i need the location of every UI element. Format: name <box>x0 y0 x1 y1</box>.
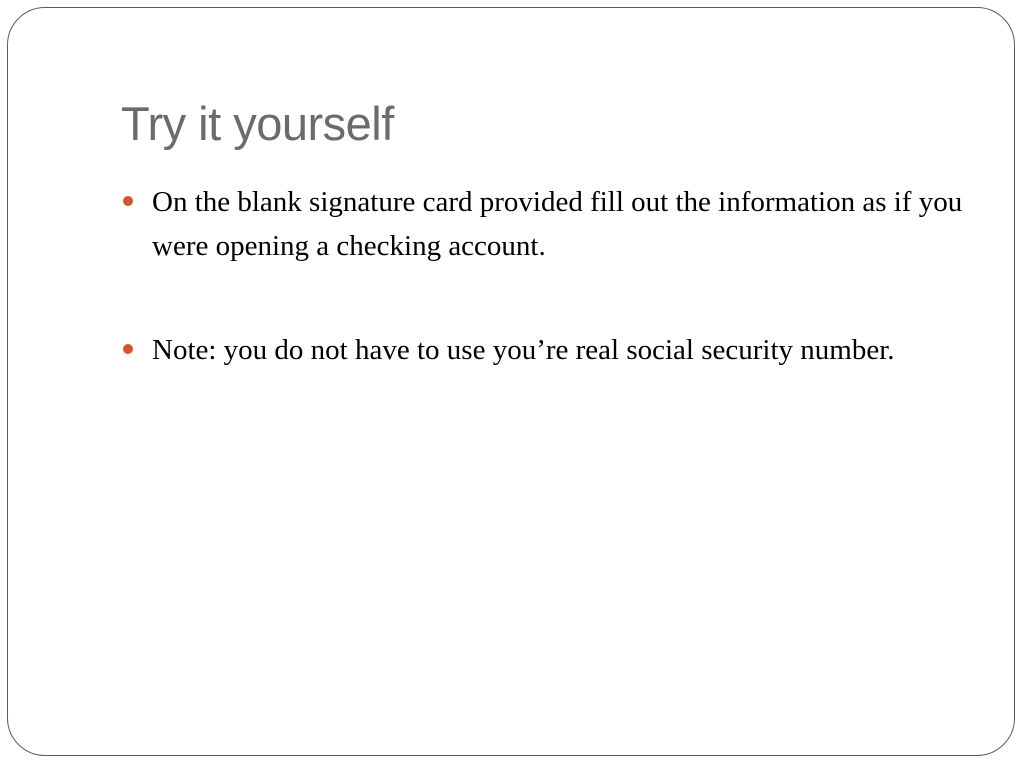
bullet-text: On the blank signature card provided fill out the information as if you were opening a checking account. <box>152 186 963 262</box>
bullet-list <box>123 180 973 372</box>
bullet-dot-icon <box>123 196 133 206</box>
bullet-item <box>123 328 973 372</box>
slide-title: Try it yourself <box>121 97 394 150</box>
bullet-item <box>123 180 973 268</box>
bullet-text: Note: you do not have to use you’re real social security number. <box>152 334 895 366</box>
slide-frame <box>7 7 1015 756</box>
bullet-dot-icon <box>123 344 133 354</box>
